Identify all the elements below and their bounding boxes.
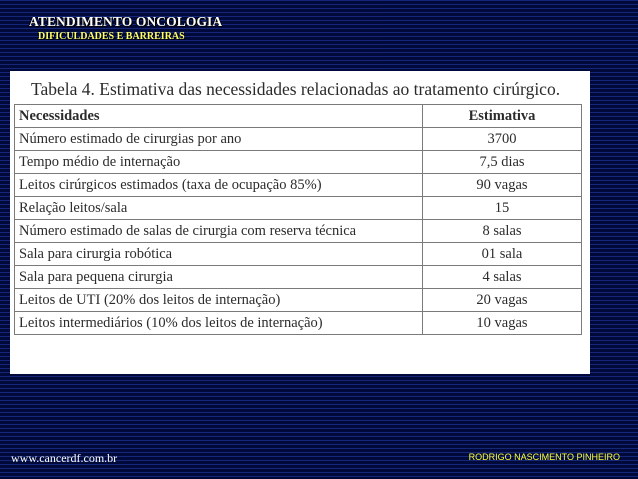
need-cell: Sala para pequena cirurgia <box>15 266 423 289</box>
table-row <box>15 151 582 174</box>
table-row <box>15 220 582 243</box>
table-row <box>15 128 582 151</box>
estimate-cell: 90 vagas <box>423 174 582 197</box>
column-header-estimate: Estimativa <box>423 105 582 128</box>
table-row <box>15 312 582 335</box>
estimate-cell: 8 salas <box>423 220 582 243</box>
estimate-cell: 4 salas <box>423 266 582 289</box>
estimate-cell: 15 <box>423 197 582 220</box>
table-row <box>15 174 582 197</box>
need-cell: Leitos cirúrgicos estimados (taxa de ocupação 85%) <box>15 174 423 197</box>
need-cell: Sala para cirurgia robótica <box>15 243 423 266</box>
table-panel <box>10 71 590 374</box>
table-row <box>15 243 582 266</box>
estimate-cell: 01 sala <box>423 243 582 266</box>
table-row <box>15 197 582 220</box>
column-header-needs: Necessidades <box>15 105 423 128</box>
author-name: RODRIGO NASCIMENTO PINHEIRO <box>468 452 620 462</box>
needs-table <box>14 104 582 335</box>
estimate-cell: 10 vagas <box>423 312 582 335</box>
need-cell: Tempo médio de internação <box>15 151 423 174</box>
estimate-cell: 20 vagas <box>423 289 582 312</box>
website-link[interactable]: www.cancerdf.com.br <box>11 451 118 465</box>
table-caption: Tabela 4. Estimativa das necessidades relacionadas ao tratamento cirúrgico. <box>31 79 561 99</box>
table-row <box>15 289 582 312</box>
slide-subtitle: DIFICULDADES E BARREIRAS <box>38 31 185 42</box>
need-cell: Número estimado de salas de cirurgia com reserva técnica <box>15 220 423 243</box>
table-header-row <box>15 105 582 128</box>
need-cell: Relação leitos/sala <box>15 197 423 220</box>
need-cell: Leitos intermediários (10% dos leitos de internação) <box>15 312 423 335</box>
table-row <box>15 266 582 289</box>
estimate-cell: 3700 <box>423 128 582 151</box>
estimate-cell: 7,5 dias <box>423 151 582 174</box>
slide-title: ATENDIMENTO ONCOLOGIA <box>29 14 223 29</box>
need-cell: Número estimado de cirurgias por ano <box>15 128 423 151</box>
need-cell: Leitos de UTI (20% dos leitos de internação) <box>15 289 423 312</box>
